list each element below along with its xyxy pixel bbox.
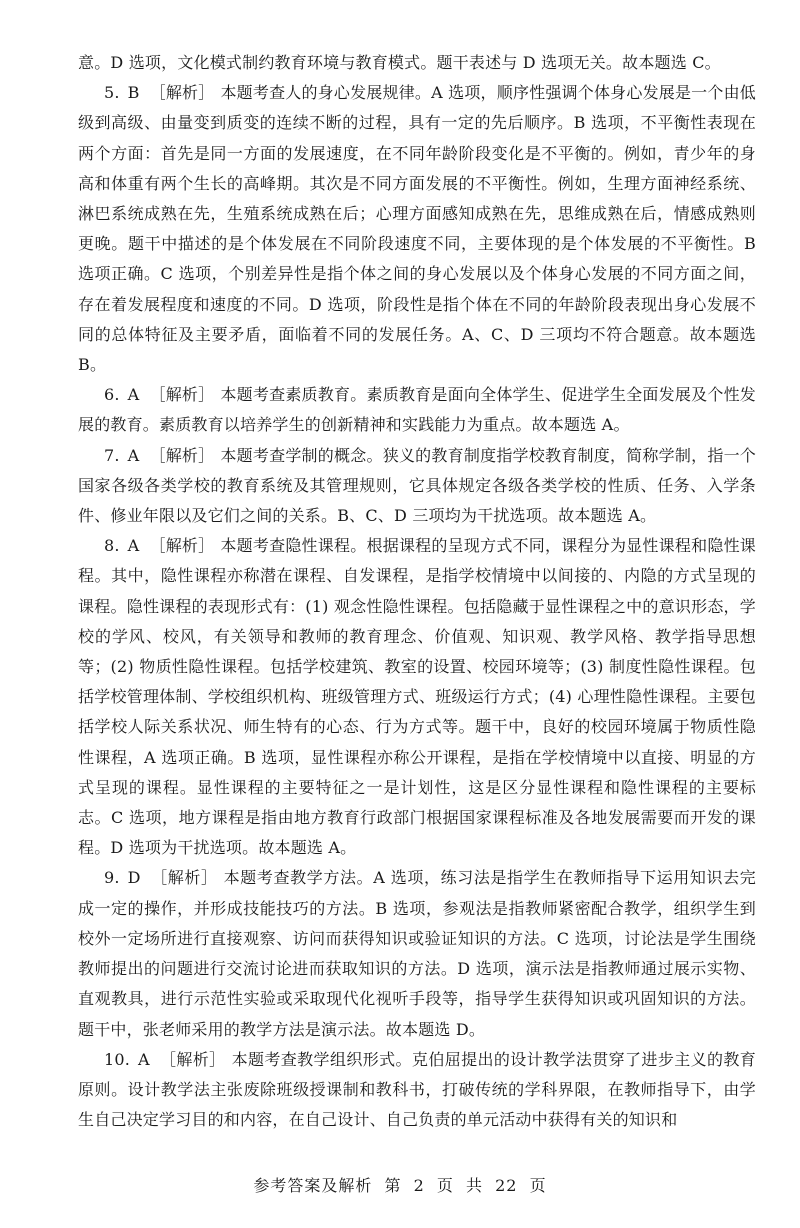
analysis-tag: ［解析］ xyxy=(149,385,215,405)
answer-item xyxy=(78,863,756,1044)
answer-item xyxy=(78,531,756,863)
page-footer xyxy=(0,1173,800,1196)
answer-list xyxy=(78,78,756,1135)
lead-paragraph: 意。D 选项，文化模式制约教育环境与教育模式。题干表述与 D 选项无关。故本题选 C。 xyxy=(78,53,721,72)
answer-choice: D xyxy=(127,868,141,888)
footer-label: 参考答案及解析 xyxy=(253,1176,373,1195)
answer-choice: A xyxy=(138,1049,150,1069)
analysis-text: 本题考查教学组织形式。克伯屈提出的设计教学法贯穿了进步主义的教育原则。设计教学法主张废除班级授课制和教科书，打破传统的学科界限，在教师指导下，由学生自己决定学习目的和内容，在自己设计、自己负责的单元活动中获得有关的知识和 xyxy=(78,1049,756,1130)
analysis-tag: ［解析］ xyxy=(149,445,215,465)
answer-item xyxy=(78,1045,756,1136)
answer-item xyxy=(78,441,756,532)
analysis-text: 本题考查教学方法。A 选项，练习法是指学生在教师指导下运用知识去完成一定的操作，并形成技能技巧的方法。B 选项，参观法是指教师紧密配合教学，组织学生到校外一定场所进行直接观察、访问而获得知识或验证知识的方法。C 选项，讨论法是学生围绕教师提出的问题进行交流讨论进而获取知识的方法。D 选项，演示法是指教师通过展示实物、直观教具，进行示范性实验或采取现代化视听手段等，指导学生获得知识或巩固知识的方法。题干中，张老师采用的教学方法是演示法。故本题选 D。 xyxy=(78,868,756,1039)
footer-total-prefix: 共 xyxy=(466,1176,484,1195)
footer-page-prefix: 第 xyxy=(384,1176,402,1195)
answer-choice: B xyxy=(127,83,140,103)
analysis-text: 本题考查隐性课程。根据课程的呈现方式不同，课程分为显性课程和隐性课程。其中，隐性课程亦称潜在课程、自发课程，是指学校情境中以间接的、内隐的方式呈现的课程。隐性课程的表现形式有：(1) 观念性隐性课程。包括隐藏于显性课程之中的意识形态，学校的学风、校风，有关领导和教师的教育理念、价值观、知识观、教学风格、教学指导思想等；(2) 物质性隐性课程。包括学校建筑、教室的设置、校园环境等；(3) 制度性隐性课程。包括学校管理体制、学校组织机构、班级管理方式、班级运行方式；(4) 心理性隐性课程。主要包括学校人际关系状况、师生特有的心态、行为方式等。题干中，良好的校园环境属于物质性隐性课程，A 选项正确。B 选项，显性课程亦称公开课程，是指在学校情境中以直接、明显的方式呈现的课程。显性课程的主要特征之一是计划性，这是区分显性课程和隐性课程的主要标志。C 选项，地方课程是指由地方教育行政部门根据国家课程标准及各地发展需要而开发的课程。D 选项为干扰选项。故本题选 A。 xyxy=(78,536,756,858)
answer-choice: A xyxy=(127,385,140,405)
answer-choice: A xyxy=(127,536,140,556)
analysis-tag: ［解析］ xyxy=(149,536,215,556)
footer-total-suffix: 页 xyxy=(529,1176,547,1195)
analysis-tag: ［解析］ xyxy=(149,83,215,103)
answer-number: 8. xyxy=(104,536,120,556)
analysis-tag: ［解析］ xyxy=(159,1049,226,1069)
footer-page-suffix: 页 xyxy=(436,1176,454,1195)
answer-item xyxy=(78,380,756,440)
analysis-text: 本题考查学制的概念。狭义的教育制度指学校教育制度，简称学制，指一个国家各级各类学校的教育系统及其管理规则，它具体规定各级各类学校的性质、任务、入学条件、修业年限以及它们之间的关系。B、C、D 三项均为干扰选项。故本题选 A。 xyxy=(78,445,756,526)
answer-number: 10. xyxy=(104,1049,131,1069)
answer-item xyxy=(78,78,756,380)
footer-total-pages: 22 xyxy=(495,1176,518,1195)
answer-choice: A xyxy=(127,445,140,465)
answer-number: 7. xyxy=(104,445,120,465)
analysis-tag: ［解析］ xyxy=(150,868,218,888)
answer-number: 6. xyxy=(104,385,120,405)
footer-page-number: 2 xyxy=(413,1176,425,1195)
answer-number: 5. xyxy=(104,83,120,103)
analysis-text: 本题考查素质教育。素质教育是面向全体学生、促进学生全面发展及个性发展的教育。素质教育以培养学生的创新精神和实践能力为重点。故本题选 A。 xyxy=(78,385,756,435)
answer-number: 9. xyxy=(104,868,120,888)
analysis-text: 本题考查人的身心发展规律。A 选项，顺序性强调个体身心发展是一个由低级到高级、由量变到质变的连续不断的过程，具有一定的先后顺序。B 选项，不平衡性表现在两个方面：首先是同一方面的发展速度，在不同年龄阶段变化是不平衡的。例如，青少年的身高和体重有两个生长的高峰期。其次是不同方面发展的不平衡性。例如，生理方面神经系统、淋巴系统成熟在先，生殖系统成熟在后；心理方面感知成熟在先，思维成熟在后，情感成熟则更晚。题干中描述的是个体发展在不同阶段速度不同，主要体现的是个体发展的不平衡性。B 选项正确。C 选项，个别差异性是指个体之间的身心发展以及个体身心发展的不同方面之间，存在着发展程度和速度的不同。D 选项，阶段性是指个体在不同的年龄阶段表现出身心发展不同的总体特征及主要矛盾，面临着不同的发展任务。A、C、D 三项均不符合题意。故本题选 B。 xyxy=(78,83,756,375)
